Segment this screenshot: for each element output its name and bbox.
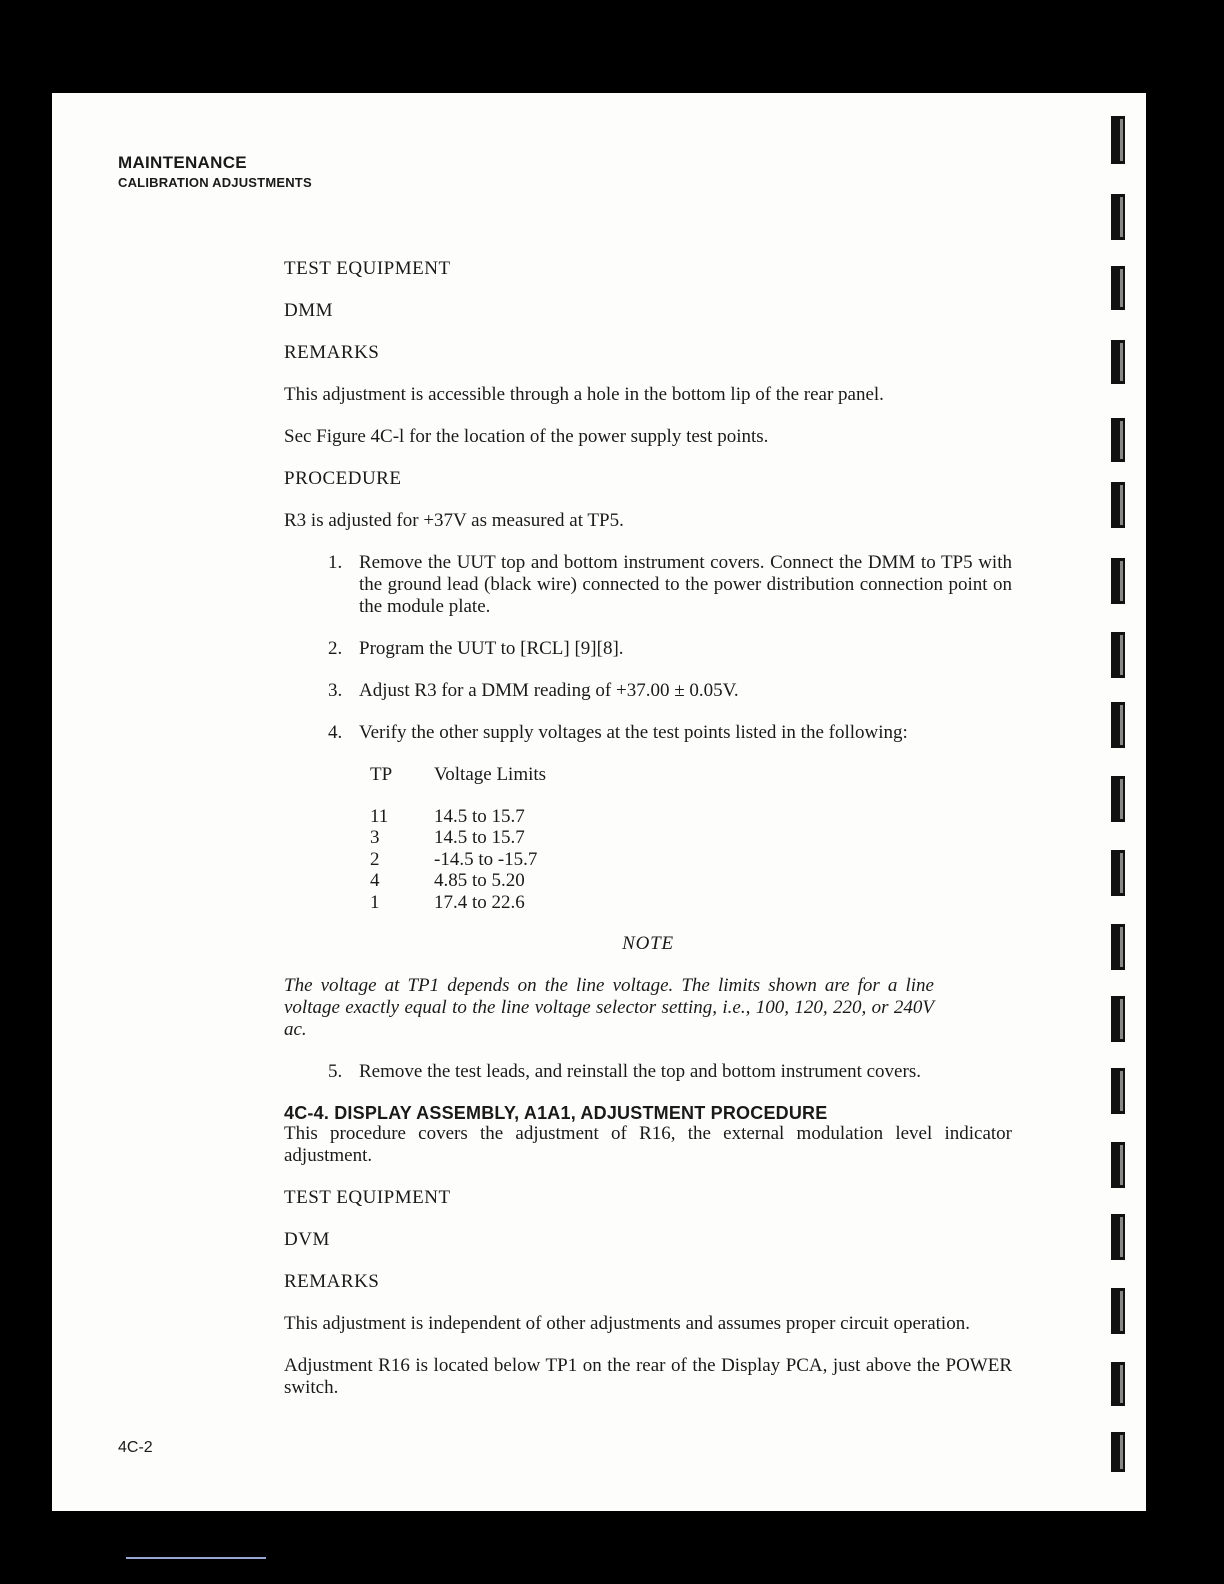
step-text: Program the UUT to [RCL] [9][8].	[359, 638, 624, 659]
table-row	[370, 870, 546, 892]
note-text: The voltage at TP1 depends on the line voltage. The limits shown are for a line voltage exactly equal to the line voltage selector setting, i.e., 100, 120, 220, or 240V ac.	[284, 975, 934, 1040]
binding-mark	[1111, 1288, 1125, 1334]
binding-mark	[1111, 194, 1125, 240]
remarks-label: REMARKS	[284, 1271, 380, 1292]
remark-paragraph: Sec Figure 4C-l for the location of the power supply test points.	[284, 426, 769, 447]
page-number: 4C-2	[118, 1439, 153, 1456]
test-equipment-label: TEST EQUIPMENT	[284, 258, 451, 279]
test-equipment-value: DMM	[284, 300, 334, 321]
step-number: 1.	[328, 552, 343, 573]
procedure-step	[328, 1061, 1012, 1083]
procedure-steps	[284, 552, 1012, 744]
scan-edge-line	[126, 1557, 266, 1559]
binding-mark	[1111, 266, 1125, 310]
tp-cell: 11	[370, 805, 389, 827]
binding-mark	[1111, 996, 1125, 1042]
tp-cell: 2	[370, 848, 380, 870]
step-number: 2.	[328, 638, 343, 659]
step-text: Adjust R3 for a DMM reading of +37.00 ± 0.05V.	[359, 680, 739, 701]
step-text: Verify the other supply voltages at the test points listed in the following:	[359, 722, 908, 743]
column-header-tp: TP	[370, 764, 393, 785]
binding-mark	[1111, 1214, 1125, 1260]
procedure-step	[328, 722, 1012, 744]
binding-mark	[1111, 482, 1125, 528]
procedure-step	[328, 552, 1012, 618]
step-number: 5.	[328, 1061, 343, 1082]
binding-mark	[1111, 924, 1125, 970]
step-text: Remove the test leads, and reinstall the top and bottom instrument covers.	[359, 1061, 921, 1082]
step-number: 3.	[328, 680, 343, 701]
header-subtitle: CALIBRATION ADJUSTMENTS	[118, 175, 312, 190]
remark-paragraph: Adjustment R16 is located below TP1 on the rear of the Display PCA, just above the POWER switch.	[284, 1355, 1012, 1398]
limits-cell: 14.5 to 15.7	[434, 827, 525, 848]
table-row	[370, 849, 546, 871]
header-title: MAINTENANCE	[118, 153, 247, 172]
remark-paragraph: This adjustment is accessible through a hole in the bottom lip of the rear panel.	[284, 384, 884, 405]
remark-paragraph: This adjustment is independent of other adjustments and assumes proper circuit operation.	[284, 1313, 970, 1334]
binding-mark	[1111, 1068, 1125, 1114]
tp-cell: 3	[370, 827, 380, 848]
procedure-step	[328, 638, 1012, 660]
table-row	[370, 806, 546, 828]
step-text: Remove the UUT top and bottom instrument covers. Connect the DMM to TP5 with the ground lead (black wire) connected to the power distribution connection point on the module plate.	[359, 552, 1012, 617]
limits-cell: -14.5 to -15.7	[434, 848, 538, 870]
test-equipment-value: DVM	[284, 1229, 330, 1250]
binding-mark	[1111, 418, 1125, 462]
binding-mark	[1111, 632, 1125, 678]
table-row	[370, 892, 546, 914]
binding-mark	[1111, 1432, 1125, 1472]
binding-mark	[1111, 850, 1125, 896]
binding-mark	[1111, 116, 1125, 164]
remarks-label: REMARKS	[284, 342, 380, 363]
section-intro: This procedure covers the adjustment of R16, the external modulation level indicator adjustment.	[284, 1123, 1012, 1166]
binding-mark	[1111, 340, 1125, 384]
binding-mark	[1111, 558, 1125, 604]
limits-cell: 17.4 to 22.6	[434, 891, 525, 913]
binding-mark	[1111, 702, 1125, 748]
note-title: NOTE	[622, 933, 674, 954]
procedure-intro: R3 is adjusted for +37V as measured at TP5.	[284, 510, 624, 531]
limits-cell: 14.5 to 15.7	[434, 805, 525, 827]
tp-cell: 1	[370, 891, 380, 913]
column-header-limits: Voltage Limits	[434, 764, 547, 785]
step-number: 4.	[328, 722, 343, 743]
document-page	[52, 93, 1146, 1511]
running-header	[118, 153, 312, 190]
tp-cell: 4	[370, 870, 380, 891]
section-heading: 4C-4. DISPLAY ASSEMBLY, A1A1, ADJUSTMENT PROCEDURE	[284, 1103, 828, 1123]
procedure-label: PROCEDURE	[284, 468, 402, 489]
table-header-row	[370, 764, 546, 806]
procedure-step	[328, 680, 1012, 702]
binding-mark	[1111, 776, 1125, 822]
table-row	[370, 827, 546, 849]
binding-mark	[1111, 1362, 1125, 1406]
limits-cell: 4.85 to 5.20	[434, 870, 525, 891]
voltage-limits-table	[370, 764, 546, 913]
page-content	[284, 258, 1012, 1399]
test-equipment-label: TEST EQUIPMENT	[284, 1187, 451, 1208]
binding-mark	[1111, 1142, 1125, 1188]
